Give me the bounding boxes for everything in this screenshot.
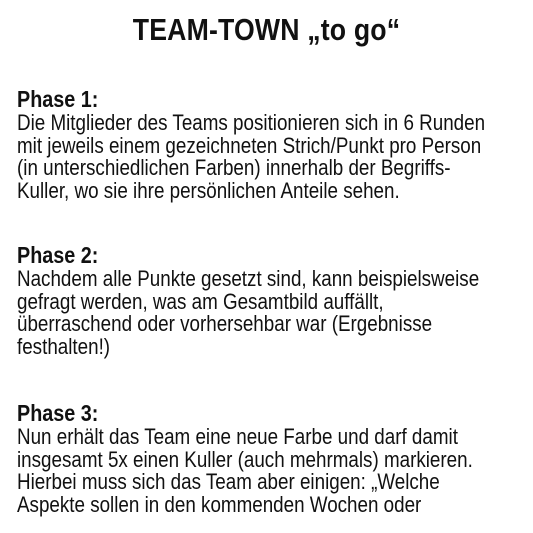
phase-2-section	[17, 242, 533, 358]
text-line: Kuller, wo sie ihre persönlichen Anteile sehen.	[17, 177, 400, 203]
text-line: Nachdem alle Punkte gesetzt sind, kann beispielsweise	[17, 266, 480, 291]
text-line: festhalten!)	[17, 333, 111, 359]
text-line: überraschend oder vorhersehbar war (Ergebnisse	[17, 311, 433, 337]
phase-1-section	[17, 86, 533, 202]
text-line: insgesamt 5x einen Kuller (auch mehrmals) markieren.	[17, 446, 473, 472]
phase-3-section	[17, 400, 533, 516]
text-line: mit jeweils einem gezeichneten Strich/Punkt pro Person	[17, 132, 482, 158]
phase-3-heading: Phase 3:	[17, 400, 99, 426]
text-line: Hierbei muss sich das Team aber einigen: „Welche	[17, 469, 440, 495]
phase-3-paragraph	[17, 426, 533, 516]
phase-1-paragraph	[17, 112, 533, 202]
text-line: Die Mitglieder des Teams positionieren sich in 6 Runden	[17, 110, 486, 135]
phase-2-paragraph	[17, 268, 533, 358]
document-title: TEAM-TOWN „to go“	[132, 12, 401, 47]
text-line: gefragt werden, was am Gesamtbild auffällt,	[17, 288, 384, 314]
phase-2-heading: Phase 2:	[17, 242, 99, 268]
text-line: (in unterschiedlichen Farben) innerhalb der Begriffs-	[17, 155, 451, 181]
text-line: Nun erhält das Team eine neue Farbe und darf damit	[17, 424, 458, 449]
text-line: Aspekte sollen in den kommenden Wochen oder	[17, 491, 422, 517]
phase-1-heading: Phase 1:	[17, 86, 99, 112]
